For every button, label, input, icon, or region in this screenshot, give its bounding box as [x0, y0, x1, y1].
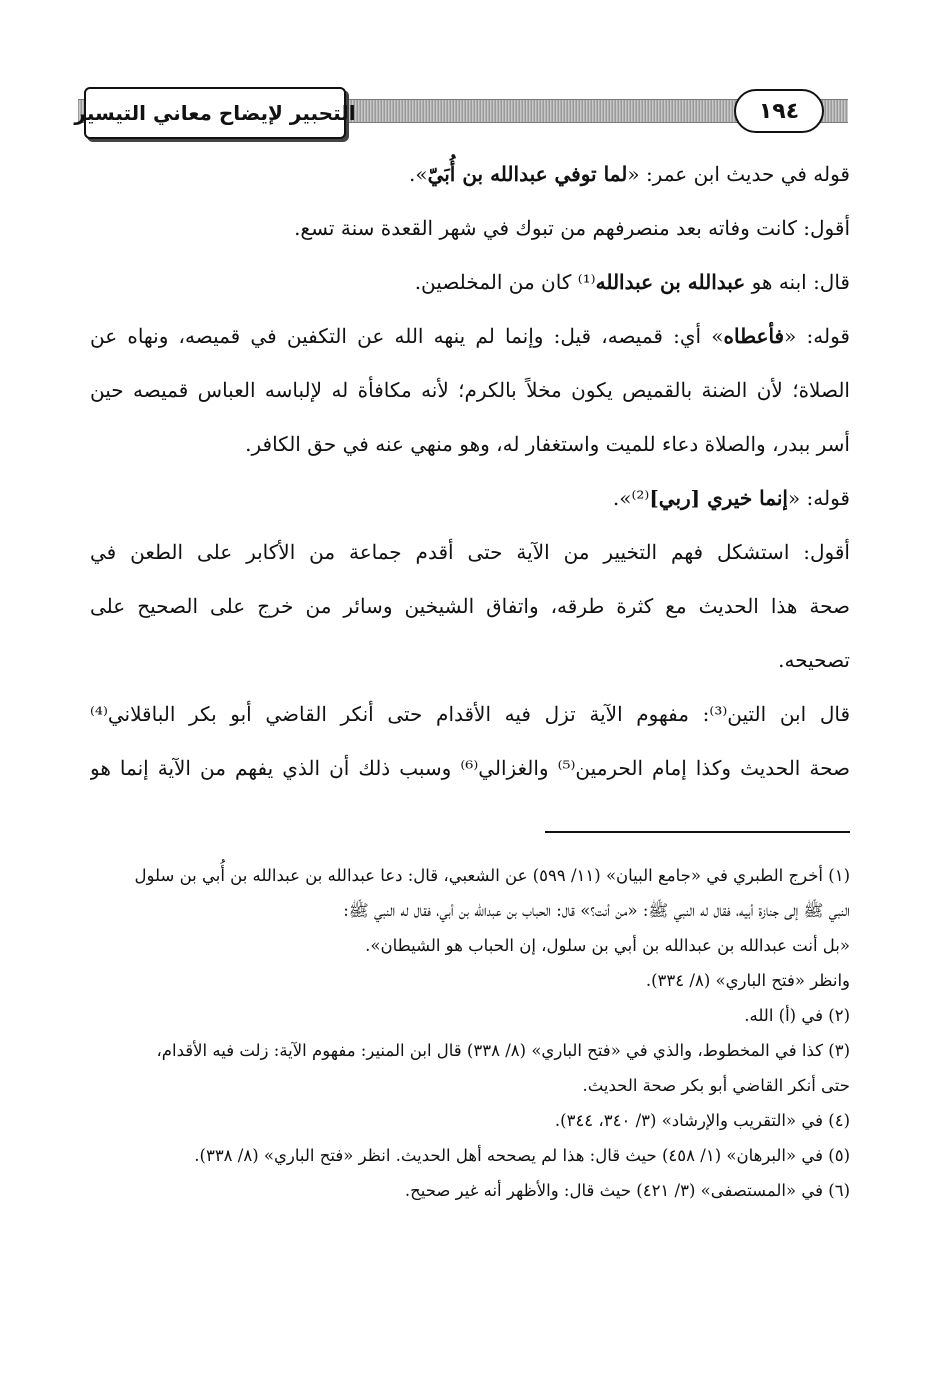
text-segment: قوله في حديث ابن عمر: «	[627, 162, 850, 186]
footnote-line: (٣) كذا في المخطوط، والذي في «فتح الباري» (٨/ ٣٣٨) قال ابن المنير: مفهوم الآية: زلت فيه الأقدام،	[156, 1041, 850, 1060]
text-segment: ⁽¹⁾ كان من المخلصين.	[414, 270, 596, 294]
book-title-frame	[74, 87, 356, 139]
footnote-line: وانظر «فتح الباري» (٨/ ٣٣٤).	[645, 971, 850, 990]
footnote-line: حتى أنكر القاضي أبو بكر صحة الحديث.	[582, 1076, 850, 1095]
footnote-line: (٥) في «البرهان» (١/ ٤٥٨) حيث قال: هذا لم يصححه أهل الحديث. انظر «فتح الباري» (٨/ ٣٣٨).	[194, 1146, 850, 1165]
footnote-line: (١) أخرج الطبري في «جامع البيان» (١١/ ٥٩٩) عن الشعبي، قال: دعا عبدالله بن عبدالله بن أُبي بن سلول	[134, 866, 850, 885]
text-segment: قال: ابنه هو	[745, 270, 850, 294]
text-line-5: الصلاة؛ لأن الضنة بالقميص يكون مخلاً بالكرم؛ لأنه مكافأة له لإلباسه العباس قميصه حين	[90, 378, 850, 402]
text-segment: ⁽²⁾».	[612, 486, 650, 510]
footnote-line: «بل أنت عبدالله بن عبدالله بن أبي بن سلول، إن الحباب هو الشيطان».	[365, 936, 850, 955]
text-line-7	[90, 471, 850, 525]
page-number: ١٩٤	[758, 98, 800, 124]
text-segment: قوله: «	[787, 486, 850, 510]
quoted-hadith-phrase: فأعطاه	[723, 324, 785, 348]
text-line-6: أسر ببدر، والصلاة دعاء للميت واستغفار له، وهو منهي عنه في حق الكافر.	[245, 432, 850, 456]
text-line-10: تصحيحه.	[778, 648, 850, 672]
quoted-hadith-phrase: إنما خيري [ربي]	[649, 486, 788, 510]
main-text	[90, 147, 850, 795]
footnote-line: (٢) في (أ) الله.	[744, 1006, 850, 1025]
book-title: التحبير لإيضاح معاني التيسير	[74, 101, 356, 125]
text-line-4	[90, 309, 850, 363]
text-line-1	[90, 147, 850, 201]
footnote-separator	[545, 831, 850, 833]
text-line-12: صحة الحديث وكذا إمام الحرمين⁽⁵⁾ والغزالي⁽⁶⁾ وسبب ذلك أن الذي يفهم من الآية إنما هو	[90, 756, 850, 780]
footnotes	[80, 858, 850, 1208]
quoted-hadith-phrase: لما توفي عبدالله بن أُبَيّ	[427, 162, 628, 186]
text-segment: » أي: قميصه، قيل: وإنما لم ينهه الله عن التكفين في قميصه، ونهاه عن	[90, 324, 724, 348]
text-segment: ».	[408, 162, 428, 186]
text-line-2: أقول: كانت وفاته بعد منصرفهم من تبوك في شهر القعدة سنة تسع.	[294, 216, 850, 240]
text-line-3	[90, 255, 850, 309]
page-header	[74, 84, 848, 146]
text-line-11: قال ابن التين⁽³⁾: مفهوم الآية تزل فيه الأقدام حتى أنكر القاضي أبو بكر الباقلاني⁽⁴⁾	[90, 702, 850, 726]
footnote-line: النبي ﷺ إلى جنازة أبيه، فقال له النبي ﷺ: «من أنت؟» قال: الحباب بن عبدالله بن أبي، فقال له النبي ﷺ:	[343, 901, 850, 920]
person-name: عبدالله بن عبدالله	[595, 270, 746, 294]
text-line-8: أقول: استشكل فهم التخيير من الآية حتى أقدم جماعة من الأكابر على الطعن في	[90, 540, 850, 564]
footnote-line: (٦) في «المستصفى» (٣/ ٤٢١) حيث قال: والأظهر أنه غير صحيح.	[404, 1181, 850, 1200]
footnote-line: (٤) في «التقريب والإرشاد» (٣/ ٣٤٠، ٣٤٤).	[554, 1111, 850, 1130]
page-number-frame	[734, 89, 824, 133]
text-segment: قوله: «	[784, 324, 850, 348]
text-line-9: صحة هذا الحديث مع كثرة طرقه، واتفاق الشيخين وسائر من خرج على الصحيح على	[90, 594, 850, 618]
